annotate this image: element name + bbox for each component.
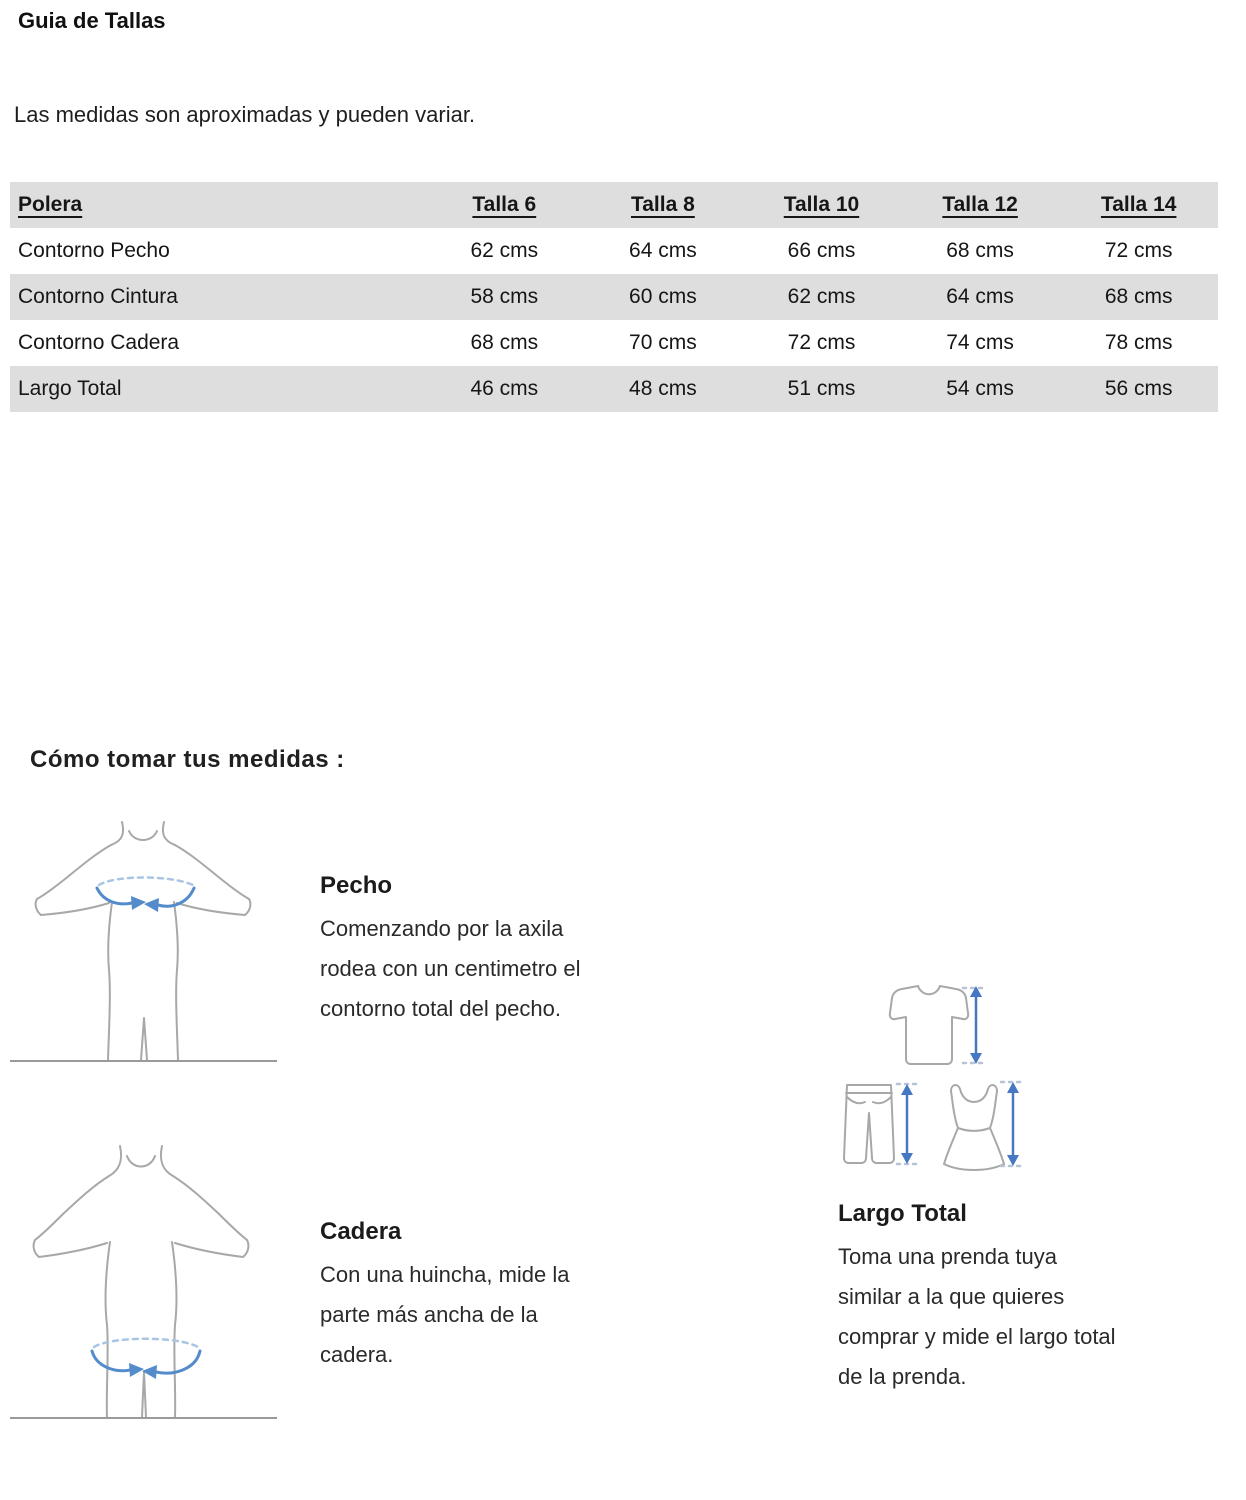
table-cell: 68 cms <box>470 331 539 354</box>
table-row <box>10 320 1218 366</box>
table-cell: 70 cms <box>629 331 697 354</box>
column-header-size: Talla 14 <box>1100 193 1177 216</box>
table-cell: 64 cms <box>946 285 1014 308</box>
column-header-size: Talla 10 <box>783 193 860 216</box>
table-cell: 60 cms <box>629 285 697 308</box>
tshirt-length-icon <box>890 986 987 1064</box>
column-header-product: Polera <box>18 193 83 216</box>
intro-text: Las medidas son aproximadas y pueden variar. <box>14 102 476 127</box>
table-cell: 68 cms <box>946 239 1014 262</box>
row-label: Largo Total <box>18 377 122 400</box>
table-row <box>10 366 1218 412</box>
row-label: Contorno Cintura <box>18 285 178 308</box>
table-cell: 54 cms <box>946 377 1014 400</box>
table-header-row <box>10 182 1218 228</box>
page-title: Guia de Tallas <box>18 8 166 33</box>
largo-text-line: Toma una prenda tuya <box>838 1244 1057 1269</box>
table-cell: 78 cms <box>1104 331 1173 354</box>
cadera-title: Cadera <box>320 1218 402 1245</box>
table-cell: 72 cms <box>1104 239 1173 262</box>
row-label: Contorno Cadera <box>18 331 180 354</box>
pecho-instructions <box>320 872 581 1029</box>
table-row <box>10 228 1218 274</box>
table-row <box>10 274 1218 320</box>
table-cell: 51 cms <box>787 377 856 400</box>
table-cell: 62 cms <box>787 285 856 308</box>
body-outline <box>10 1146 277 1418</box>
pants-length-icon <box>844 1084 919 1164</box>
largo-text-line: de la prenda. <box>838 1364 967 1389</box>
largo-text-line: comprar y mide el largo total <box>838 1324 1116 1349</box>
largo-total-instructions <box>838 1200 1116 1397</box>
table-cell: 48 cms <box>629 377 697 400</box>
table-cell: 64 cms <box>629 239 697 262</box>
column-header-size: Talla 6 <box>472 193 537 216</box>
pecho-title: Pecho <box>320 872 393 899</box>
back-body-hip-measure-icon <box>10 1140 280 1422</box>
cadera-text-line: cadera. <box>320 1342 394 1367</box>
how-to-measure-heading: Cómo tomar tus medidas : <box>30 746 345 773</box>
pecho-text-line: Comenzando por la axila <box>320 916 564 941</box>
dress-length-icon <box>944 1082 1025 1170</box>
table-cell: 68 cms <box>1104 285 1173 308</box>
table-cell: 66 cms <box>787 239 856 262</box>
table-cell: 46 cms <box>470 377 539 400</box>
table-cell: 62 cms <box>470 239 539 262</box>
largo-total-title: Largo Total <box>838 1200 967 1227</box>
cadera-text-line: parte más ancha de la <box>320 1302 538 1327</box>
table-cell: 74 cms <box>946 331 1014 354</box>
body-outline <box>10 822 277 1061</box>
cadera-instructions <box>320 1218 570 1375</box>
table-cell: 56 cms <box>1104 377 1173 400</box>
cadera-text-line: Con una huincha, mide la <box>320 1262 570 1287</box>
column-header-size: Talla 12 <box>942 193 1018 216</box>
table-cell: 72 cms <box>787 331 856 354</box>
pecho-text-line: contorno total del pecho. <box>320 996 561 1021</box>
garment-length-icons <box>835 960 1045 1180</box>
table-cell: 58 cms <box>470 285 539 308</box>
pecho-text-line: rodea con un centimetro el <box>320 956 581 981</box>
row-label: Contorno Pecho <box>18 239 170 262</box>
largo-text-line: similar a la que quieres <box>838 1284 1065 1309</box>
size-table <box>10 182 1218 412</box>
column-header-size: Talla 8 <box>630 193 695 216</box>
front-body-chest-measure-icon <box>10 812 280 1078</box>
